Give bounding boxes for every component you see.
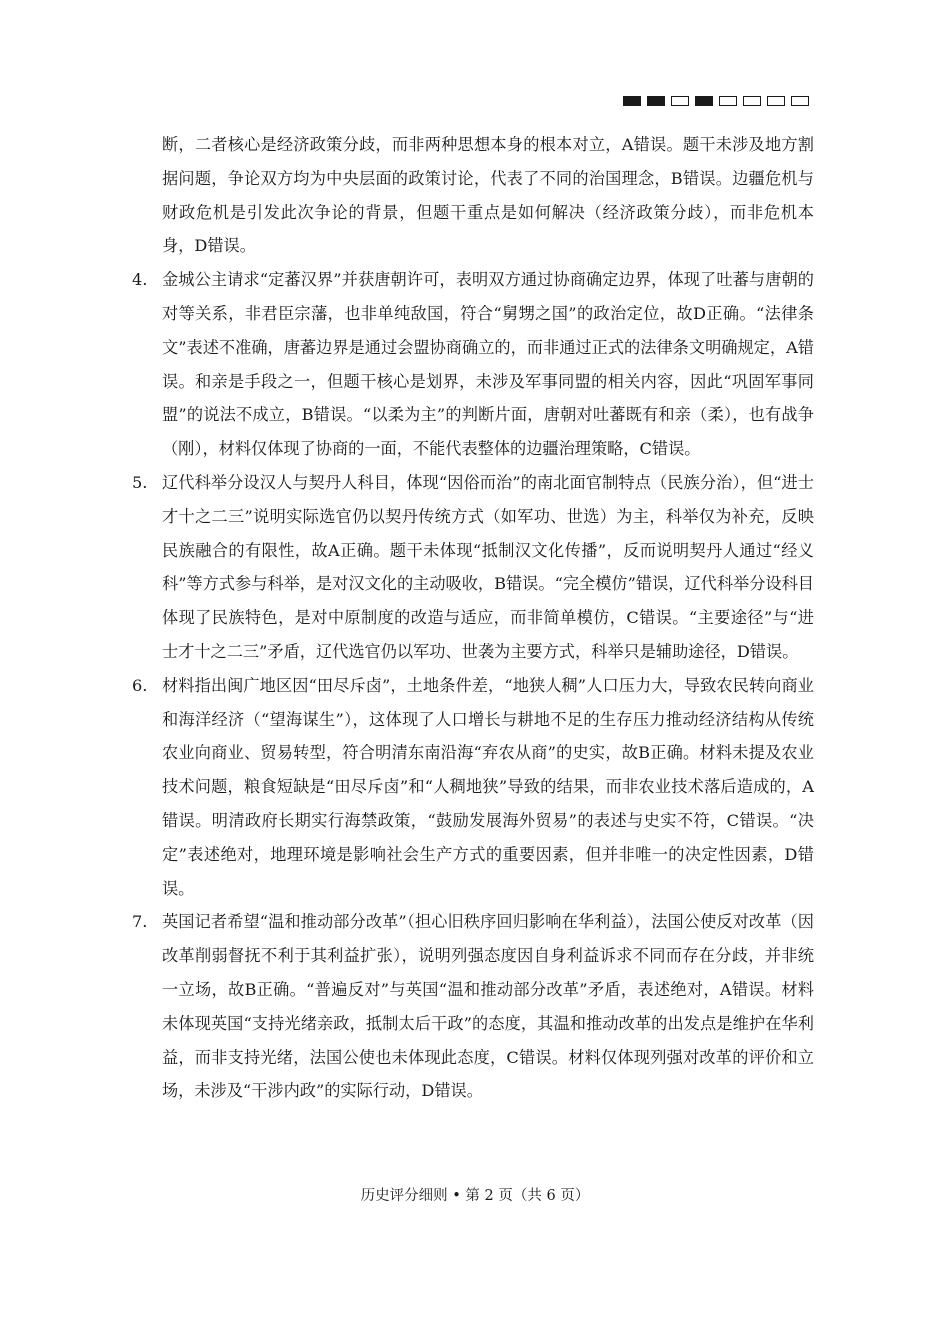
progress-mark: [647, 96, 665, 106]
progress-mark: [791, 96, 809, 106]
progress-mark: [719, 96, 737, 106]
item-text: 金城公主请求“定蕃汉界”并获唐朝许可，表明双方通过协商确定边界，体现了吐蕃与唐朝的对等关系，非君臣宗藩，也非单纯敌国，符合“舅甥之国”的政治定位，故D正确。“法律条文”表述不准确，唐蕃边界是通过会盟协商确立的，而非通过正式的法律条文明确规定，A错误。和亲是手段之一，但题干核心是划界，未涉及军事同盟的相关内容，因此“巩固军事同盟”的说法不成立，B错误。“以柔为主”的判断片面，唐朝对吐蕃既有和亲（柔），也有战争（刚），材料仅体现了协商的一面，不能代表整体的边疆治理策略，C错误。: [162, 270, 814, 459]
item-number: 7.: [132, 912, 148, 932]
item-number: 4.: [132, 270, 148, 290]
progress-mark: [743, 96, 761, 106]
progress-mark: [695, 96, 713, 106]
item-number: 5.: [132, 472, 148, 492]
item-text: 材料指出闽广地区因“田尽斥卤”，土地条件差，“地狭人稠”人口压力大，导致农民转向商业和海洋经济（“望海谋生”），这体现了人口增长与耕地不足的生存压力推动经济结构从传统农业向商业、贸易转型，符合明清东南沿海“弃农从商”的史实，故B正确。材料未提及农业技术问题，粮食短缺是“田尽斥卤”和“人稠地狭”导致的结果，而非农业技术落后造成的，A错误。明清政府长期实行海禁政策，“鼓励发展海外贸易”的表述与史实不符，C错误。“决定”表述绝对，地理环境是影响社会生产方式的重要因素，但并非唯一的决定性因素，D错误。: [162, 675, 814, 898]
answer-item-5: [132, 466, 814, 669]
progress-mark: [623, 96, 641, 106]
answer-explanations: [132, 128, 814, 1108]
answer-item-4: [132, 263, 814, 466]
item-text: 辽代科举分设汉人与契丹人科目，体现“因俗而治”的南北面官制特点（民族分治），但“进士才十之二三”说明实际选官仍以契丹传统方式（如军功、世选）为主，科举仅为补充，反映民族融合的有限性，故A正确。题干未体现“抵制汉文化传播”，反而说明契丹人通过“经义科”等方式参与科举，是对汉文化的主动吸收，B错误。“完全模仿”错误，辽代科举分设科目体现了民族特色，是对中原制度的改造与适应，而非简单模仿，C错误。“主要途径”与“进士才十之二三”矛盾，辽代选官仍以军功、世袭为主要方式，科举只是辅助途径，D错误。: [162, 472, 814, 661]
progress-mark: [671, 96, 689, 106]
continuation-paragraph: 断，二者核心是经济政策分歧，而非两种思想本身的根本对立，A错误。题干未涉及地方割据问题，争论双方均为中央层面的政策讨论，代表了不同的治国理念，B错误。边疆危机与财政危机是引发此次争论的背景，但题干重点是如何解决（经济政策分歧），而非危机本身，D错误。: [162, 135, 814, 256]
answer-item-7: [132, 905, 814, 1108]
answer-item-6: [132, 669, 814, 906]
item-text: 英国记者希望“温和推动部分改革”（担心旧秩序回归影响在华利益），法国公使反对改革（因改革削弱督抚不利于其利益扩张），说明列强态度因自身利益诉求不同而存在分歧，并非统一立场，故B正确。“普遍反对”与英国“温和推动部分改革”矛盾，表述绝对，A错误。材料未体现英国“支持光绪亲政，抵制太后干政”的态度，其温和推动改革的出发点是维护在华利益，而非支持光绪，法国公使也未体现此态度，C错误。材料仅体现列强对改革的评价和立场，未涉及“干涉内政”的实际行动，D错误。: [162, 912, 814, 1101]
item-number: 6.: [132, 675, 148, 695]
progress-mark: [767, 96, 785, 106]
page-footer: 历史评分细则 • 第 2 页（共 6 页）: [360, 1188, 590, 1204]
page-progress-marks: [623, 96, 809, 106]
